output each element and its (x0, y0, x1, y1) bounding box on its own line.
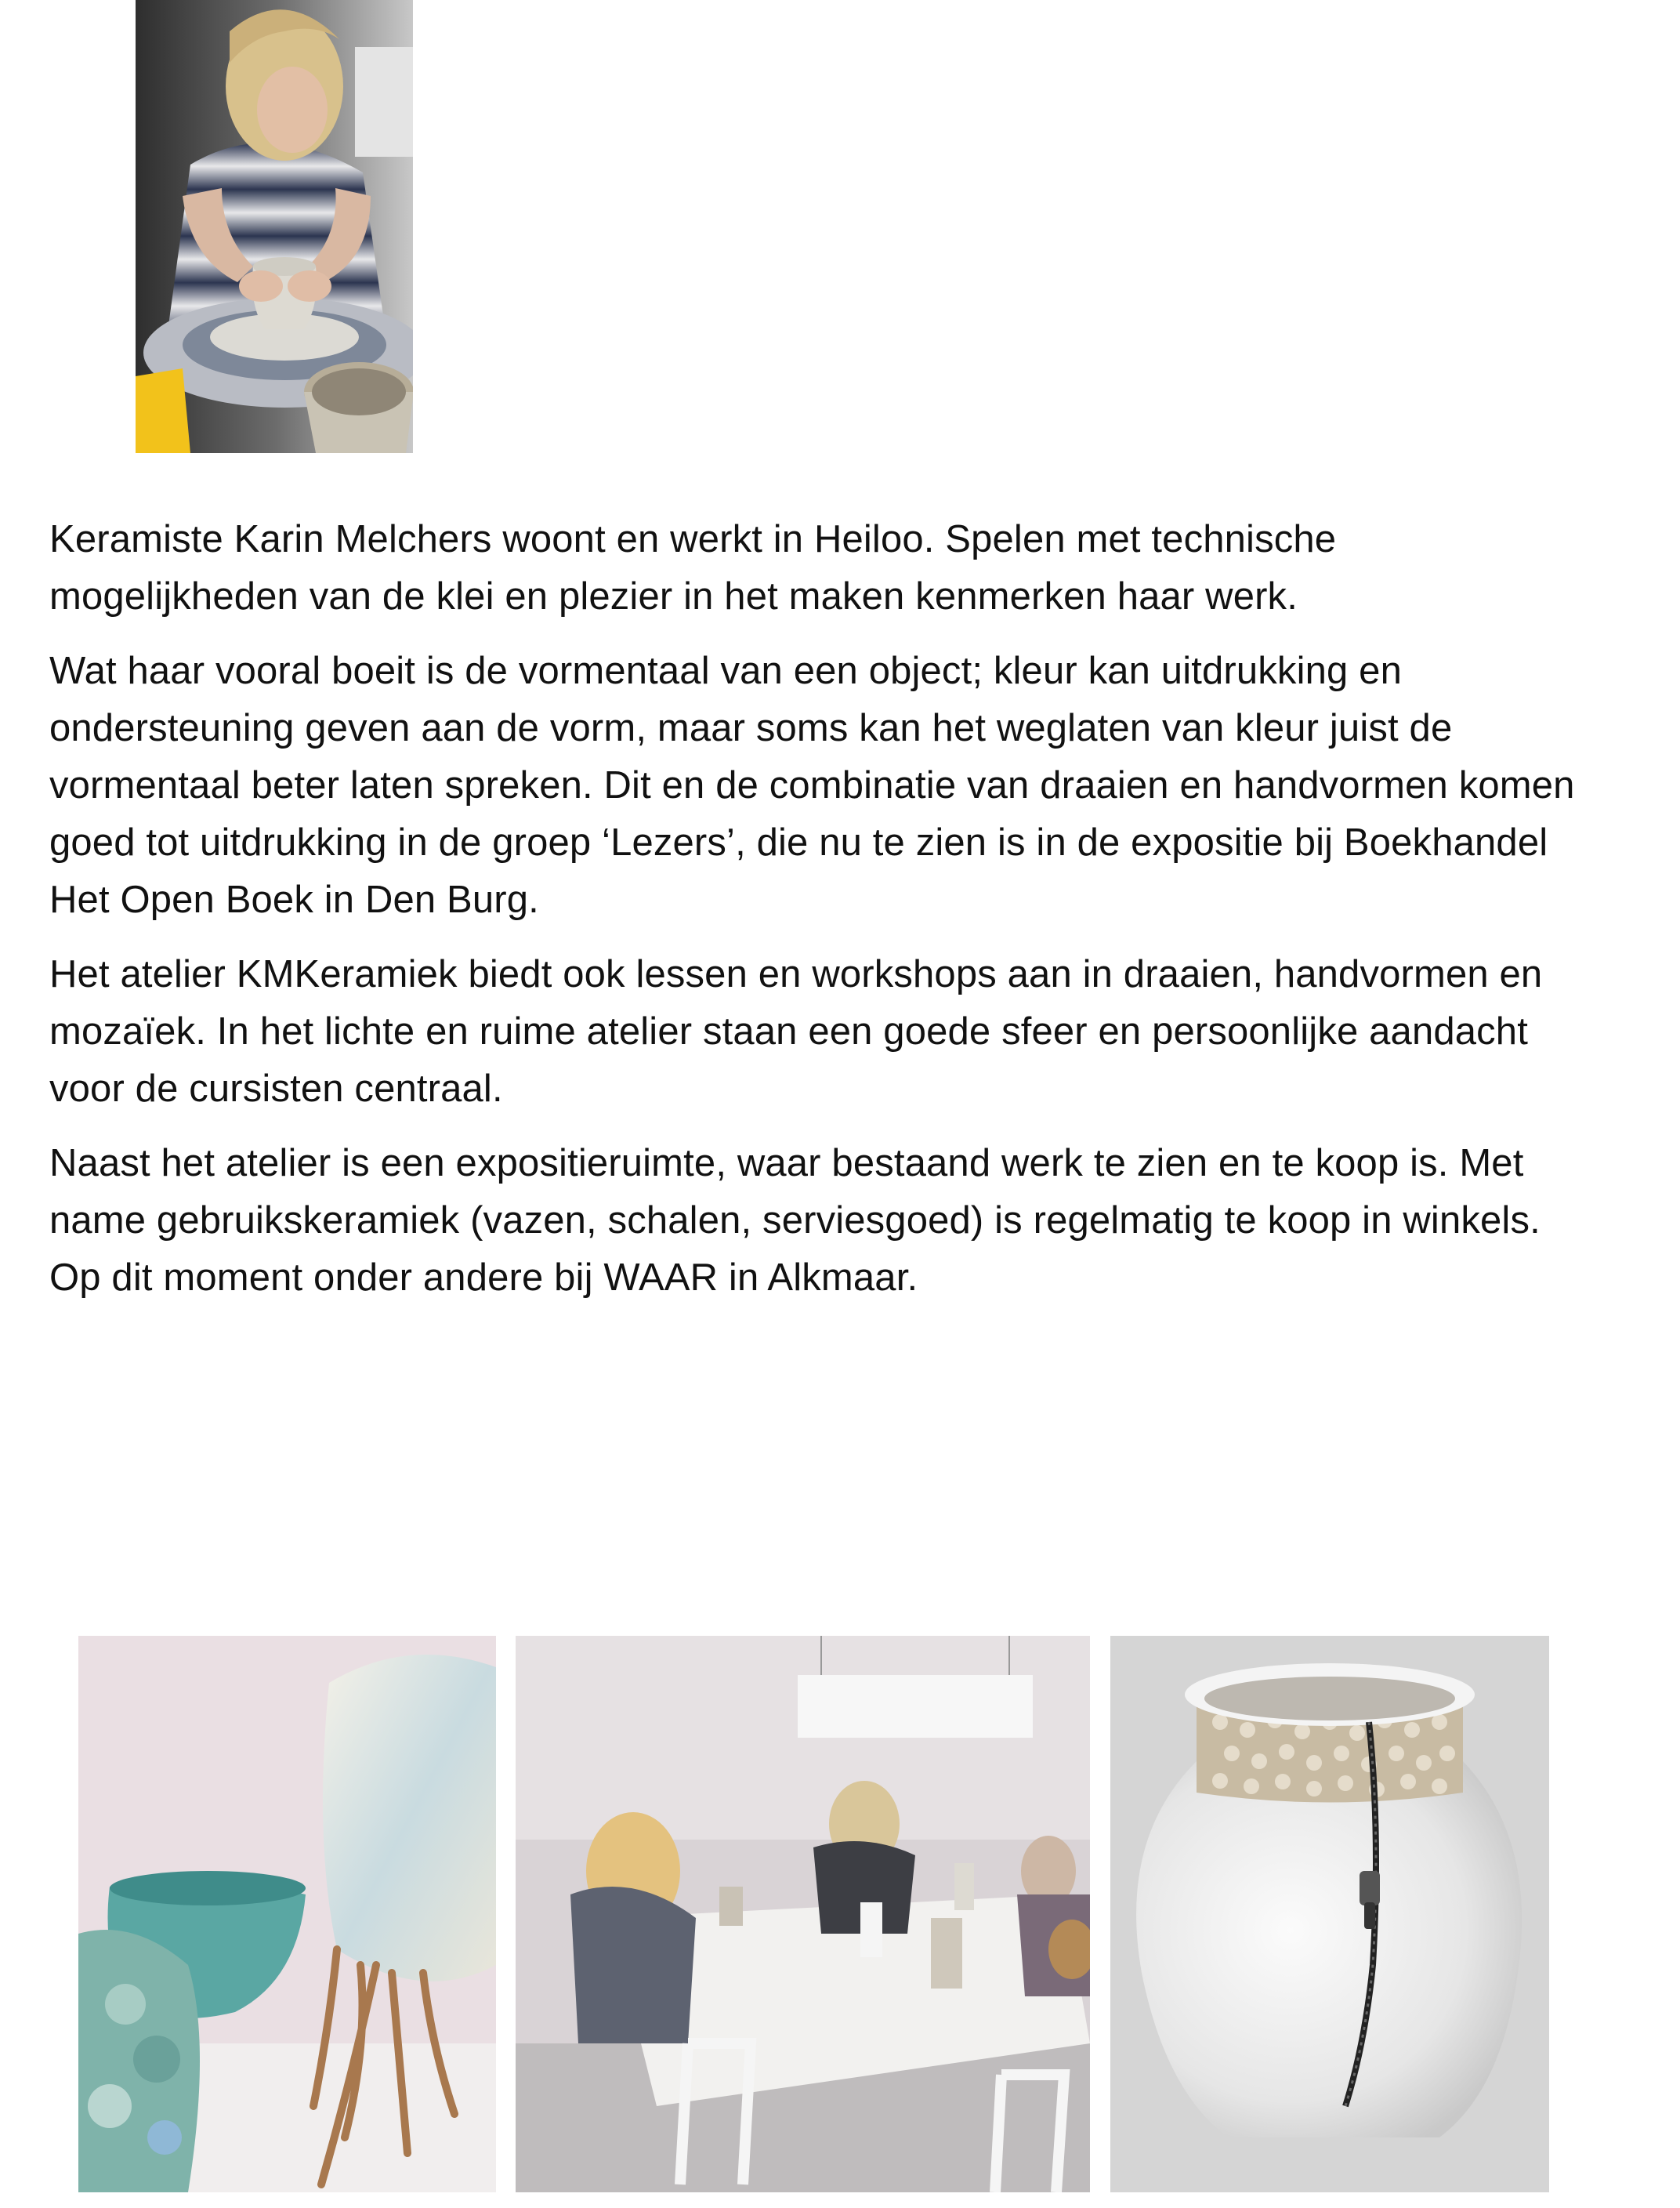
paragraph-atelier-lessons: Het atelier KMKeramiek biedt ook lessen en workshops aan in draaien, handvormen en mozaïek. In het lichte en ruime atelier staan een goede sfeer en persoonlijke aandacht voor de cursisten centraal. (49, 953, 1543, 1110)
paragraph-form-language: Wat haar vooral boeit is de vormentaal van een object; kleur kan uitdrukking en ondersteuning geven aan de vorm, maar soms kan het weglaten van kleur juist de vormentaal beter laten spreken. Dit en de combinatie van draaien en handvormen komen goed tot uitdrukking in de groep ‘Lezers’, die nu te zien is in de expositie bij Boekhandel Het Open Boek in Den Burg. (49, 650, 1575, 921)
article-text (49, 511, 1585, 1324)
paragraph-exhibition: Naast het atelier is een expositieruimte, waar bestaand werk te zien en te koop is. Met name gebruikskeramiek (vazen, schalen, serviesgoed) is regelmatig te koop in winkels. Op dit moment onder andere bij WAAR in Alkmaar. (49, 1142, 1541, 1299)
photo-atelier-workshop (516, 1636, 1090, 2192)
paragraph-intro: Keramiste Karin Melchers woont en werkt in Heiloo. Spelen met technische mogelijkheden van de klei en plezier in het maken kenmerken haar werk. (49, 518, 1337, 618)
photo-zipper-vase (1110, 1636, 1549, 2192)
photo-glazed-ceramics (78, 1636, 496, 2192)
portrait-photo (136, 0, 413, 453)
